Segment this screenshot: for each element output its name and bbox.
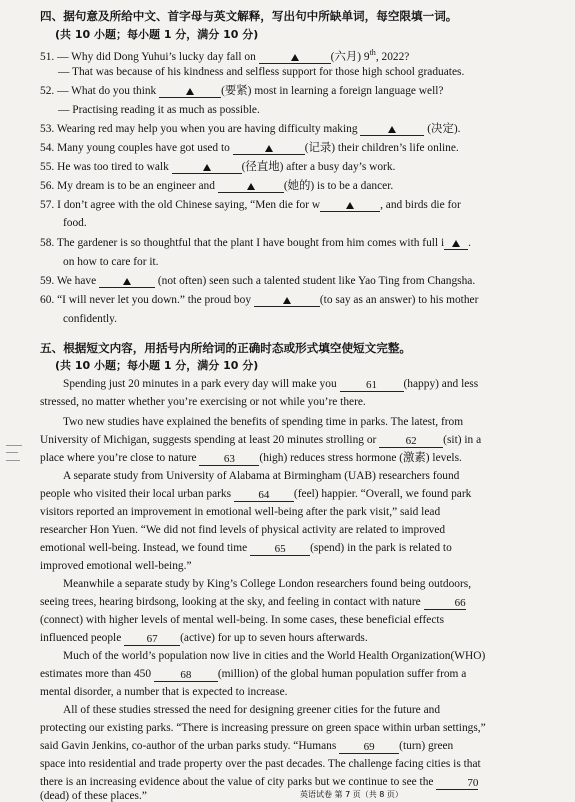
answer-blank[interactable]: 61 xyxy=(340,379,404,392)
exam-page: 四、据句意及所给中文、首字母与英文解释，写出句中所缺单词，每空限填一词。 (共 10 小题；每小题 1 分，满分 10 分) 51. — Why did Dong Yuhui’s lucky day fall on (六月) 9th, 2022? — That was because of his kindness and selfless support for those high school graduates. 52. — What do you think (要紧) most in learning a foreign language well? — Practising reading it as much as possible. 53. Wearing red may help you when you are having difficulty making (决定). 54. Many young couples have got used to (记录) their children’s life online. 55. He was too tired to walk (径直地) after a busy day’s work. 56. My dream is to be an engineer and (她的) is to be a dancer. 57. I don’t agree with the old Chinese saying, “Men die for w , and birds die for food. 58. The gardener is so thoughtful that the plant I have bought from him comes with full i . on how to care for it. 59. We have (not often) seen such a talented student like Yao Ting from Changsha. 60. “I will never let you down.” the proud boy (to say as an answer) to his mother confidently. 五、根据短文内容，用括号内所给词的正确时态或形式填空使短文完整。 (共 10 小题；每小题 1 分，满分 10 分) Spending just 20 minutes in a park every day will make you 61 (happy) and less stressed, no matter whether you’re exercising or not while you’re there. Two new studies have explained the benefits of spending time in parks. The latest, from University of Michigan, suggests spending at least 20 minutes strolling or 62 (sit) in a place where you’re close to nature 63 (high) reduces stress hormone (激素) levels. A separate study from University of Alabama at Birmingham (UAB) researchers found people who visited their local urban parks 64 (feel) happier. “Overall, we found park visitors reported an improvement in emotional well-being after the park visit,” said lead researcher Hon Yuen. “We did not find levels of physical activity are related to improved emotional well-being. Instead, we found time 65 (spend) in the park is related to improved emotional well-being.” Meanwhile a separate study by King’s College London researchers found being outdoors, seeing trees, hearing birdsong, looking at the sky, and feeling in contact with nature 66 (connect) with higher levels of mental well-being. In some cases, these beneficial effects influenced people 67 (active) for up to seven hours afterwards. Much of the world’s population now live in cities and the World Health Organization(WHO) estimates more than 450 68 (million) of the global human population suffer from a mental disorder, a number that is expected to increase. All of these studies stressed the need for designing greener cities for the future and protecting our existing parks. “There is increasing pressure on green space within urban settings,” said Gavin Jenkins, co-author of the urban parks study. “Humans 69 (turn) green space into residential and trade property over the past decades. The challenge facing cities is that there is an increasing evidence about the value of city parks but we continue to see the 70 (dead) of these places.” xyxy=(0,0,575,802)
margin-mark xyxy=(6,460,20,461)
triangle-icon xyxy=(265,145,273,152)
answer-blank[interactable] xyxy=(320,199,380,212)
answer-blank[interactable]: 69 xyxy=(339,741,399,754)
triangle-icon xyxy=(186,88,194,95)
question-54: 54. Many young couples have got used to (记录) their children’s life online. xyxy=(40,142,459,154)
answer-blank[interactable]: 66 xyxy=(424,597,466,610)
question-56: 56. My dream is to be an engineer and (她的) is to be a dancer. xyxy=(40,180,394,192)
answer-blank[interactable]: 64 xyxy=(234,489,294,502)
answer-blank[interactable]: 62 xyxy=(379,435,443,448)
margin-mark xyxy=(6,452,18,453)
question-57: 57. I don’t agree with the old Chinese saying, “Men die for w , and birds die for xyxy=(40,199,461,211)
answer-blank[interactable] xyxy=(172,161,242,174)
answer-blank[interactable] xyxy=(259,51,331,64)
triangle-icon xyxy=(203,164,211,171)
answer-blank[interactable] xyxy=(159,85,221,98)
page-footer-text: 英语试卷 第 7 页（共 8 页） xyxy=(300,790,403,799)
question-60: 60. “I will never let you down.” the proud boy (to say as an answer) to his mother xyxy=(40,294,479,306)
answer-blank[interactable] xyxy=(254,294,320,307)
section4-heading: 四、据句意及所给中文、首字母与英文解释，写出句中所缺单词，每空限填一词。 xyxy=(40,9,458,23)
question-55: 55. He was too tired to walk (径直地) after a busy day’s work. xyxy=(40,161,396,173)
answer-blank[interactable]: 63 xyxy=(199,453,259,466)
margin-mark xyxy=(6,445,22,446)
question-58: 58. The gardener is so thoughtful that the plant I have bought from him comes with full i . xyxy=(40,237,471,249)
triangle-icon xyxy=(247,183,255,190)
triangle-icon xyxy=(291,54,299,61)
answer-blank[interactable]: 68 xyxy=(154,669,218,682)
answer-blank[interactable]: 67 xyxy=(124,633,180,646)
triangle-icon xyxy=(388,126,396,133)
answer-blank[interactable]: 70 xyxy=(436,777,478,790)
triangle-icon xyxy=(346,202,354,209)
question-59: 59. We have (not often) seen such a talented student like Yao Ting from Changsha. xyxy=(40,275,476,287)
triangle-icon xyxy=(283,297,291,304)
answer-line-52: — Practising reading it as much as possible. xyxy=(58,104,260,116)
answer-blank[interactable] xyxy=(360,123,424,136)
answer-blank[interactable] xyxy=(99,275,155,288)
question-53: 53. Wearing red may help you when you are having difficulty making (决定). xyxy=(40,123,461,135)
triangle-icon xyxy=(452,240,460,247)
answer-blank[interactable] xyxy=(218,180,284,193)
answer-blank[interactable] xyxy=(444,237,468,250)
section4-subheading: (共 10 小题；每小题 1 分，满分 10 分) xyxy=(55,28,259,41)
question-52: 52. — What do you think (要紧) most in learning a foreign language well? xyxy=(40,85,444,97)
answer-line-51: — That was because of his kindness and selfless support for those high school graduates. xyxy=(58,66,465,78)
question-51: 51. — Why did Dong Yuhui’s lucky day fall on (六月) 9th, 2022? xyxy=(40,48,410,63)
triangle-icon xyxy=(123,278,131,285)
answer-blank[interactable] xyxy=(233,142,305,155)
answer-blank[interactable]: 65 xyxy=(250,543,310,556)
section5-heading: 五、根据短文内容，用括号内所给词的正确时态或形式填空使短文完整。 xyxy=(40,341,412,355)
section5-subheading: (共 10 小题；每小题 1 分，满分 10 分) xyxy=(55,359,259,372)
